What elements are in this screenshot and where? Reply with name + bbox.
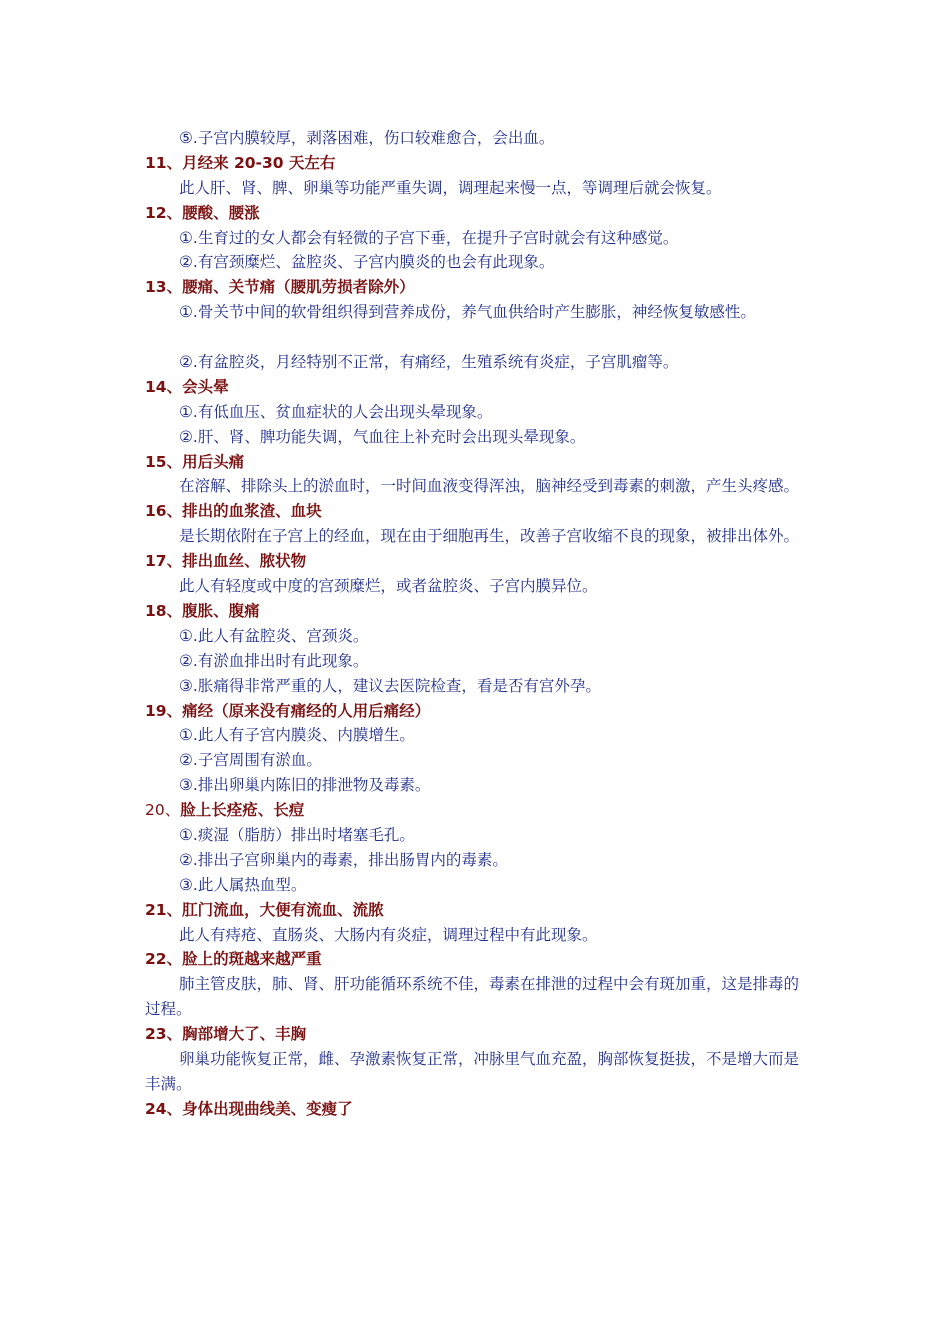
section-heading bbox=[145, 798, 805, 823]
body-paragraph: 在溶解、排除头上的淤血时，一时间血液变得浑浊，脑神经受到毒素的刺激，产生头疼感。 bbox=[179, 477, 800, 496]
section-heading: 16、排出的血浆渣、血块 bbox=[145, 502, 322, 521]
section-heading: 21、肛门流血，大便有流血、流脓 bbox=[145, 900, 384, 919]
section-number: 20、 bbox=[145, 801, 181, 820]
section-heading: 13、腰痛、关节痛（腰肌劳损者除外） bbox=[145, 278, 415, 297]
section-heading: 23、胸部增大了、丰胸 bbox=[145, 1025, 307, 1044]
section-heading: 22、脸上的斑越来越严重 bbox=[145, 950, 322, 969]
body-line: ③.此人属热血型。 bbox=[179, 875, 307, 894]
document-content bbox=[145, 126, 805, 1122]
body-line: ②.肝、肾、脾功能失调，气血往上补充时会出现头晕现象。 bbox=[179, 427, 586, 446]
section-heading: 19、痛经（原来没有痛经的人用后痛经） bbox=[145, 701, 431, 720]
body-paragraph: 是长期依附在子宫上的经血，现在由于细胞再生，改善子宫收缩不良的现象，被排出体外。 bbox=[179, 527, 800, 546]
section-heading: 18、腹胀、腹痛 bbox=[145, 601, 260, 620]
body-line: 此人有痔疮、直肠炎、大肠内有炎症，调理过程中有此现象。 bbox=[179, 925, 598, 944]
body-line: ①.生育过的女人都会有轻微的子宫下垂，在提升子宫时就会有这种感觉。 bbox=[179, 228, 679, 247]
body-line: ②.有盆腔炎，月经特别不正常，有痛经，生殖系统有炎症，子宫肌瘤等。 bbox=[179, 353, 679, 372]
section-heading: 11、月经来 20-30 天左右 bbox=[145, 153, 336, 172]
body-line: ①.此人有子宫内膜炎、内膜增生。 bbox=[179, 726, 415, 745]
body-paragraph: 卵巢功能恢复正常，雌、孕激素恢复正常，冲脉里气血充盈，胸部恢复挺拔，不是增大而是丰满。 bbox=[145, 1050, 800, 1093]
body-line: ②.子宫周围有淤血。 bbox=[179, 751, 322, 770]
body-line: 此人肝、肾、脾、卵巢等功能严重失调，调理起来慢一点，等调理后就会恢复。 bbox=[179, 178, 722, 197]
body-line: ①.骨关节中间的软骨组织得到营养成份，养气血供给时产生膨胀，神经恢复敏感性。 bbox=[179, 303, 756, 322]
body-line: ①.痰湿（脂肪）排出时堵塞毛孔。 bbox=[179, 825, 415, 844]
section-heading: 24、身体出现曲线美、变瘦了 bbox=[145, 1099, 353, 1118]
section-heading: 12、腰酸、腰涨 bbox=[145, 203, 260, 222]
body-line: ③.胀痛得非常严重的人，建议去医院检查，看是否有宫外孕。 bbox=[179, 676, 601, 695]
section-heading: 17、排出血丝、脓状物 bbox=[145, 552, 307, 571]
blank-line bbox=[145, 325, 805, 350]
body-line: ①.有低血压、贫血症状的人会出现头晕现象。 bbox=[179, 402, 493, 421]
body-line: ⑤.子宫内膜较厚，剥落困难，伤口较难愈合，会出血。 bbox=[179, 129, 555, 147]
section-heading: 14、会头晕 bbox=[145, 377, 229, 396]
body-line: ①.此人有盆腔炎、宫颈炎。 bbox=[179, 626, 369, 645]
body-paragraph: 肺主管皮肤，肺、肾、肝功能循环系统不佳，毒素在排泄的过程中会有斑加重，这是排毒的过程。 bbox=[145, 975, 800, 1019]
section-heading: 15、用后头痛 bbox=[145, 452, 245, 471]
body-line: ③.排出卵巢内陈旧的排泄物及毒素。 bbox=[179, 776, 431, 795]
body-line: 此人有轻度或中度的宫颈糜烂，或者盆腔炎、子宫内膜异位。 bbox=[179, 577, 598, 596]
body-line: ②.有宫颈糜烂、盆腔炎、子宫内膜炎的也会有此现象。 bbox=[179, 253, 555, 272]
section-title: 脸上长痊疮、长痘 bbox=[180, 801, 305, 820]
body-line: ②.有淤血排出时有此现象。 bbox=[179, 651, 369, 670]
body-line: ②.排出子宫卵巢内的毒素，排出肠胃内的毒素。 bbox=[179, 850, 508, 869]
